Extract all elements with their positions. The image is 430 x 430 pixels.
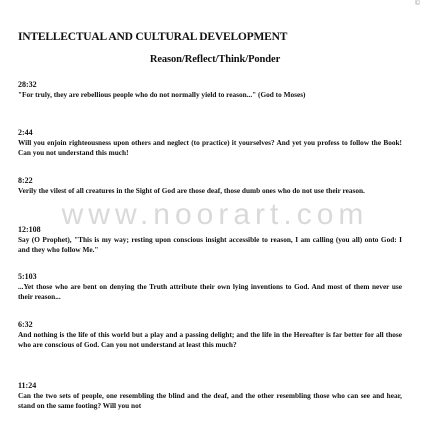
- verse-reference: 11:24: [18, 381, 37, 390]
- verse-entry: [18, 80, 402, 100]
- watermark-text: www.noorart.com: [61, 198, 369, 231]
- page-title: INTELLECTUAL AND CULTURAL DEVELOPMENT: [18, 31, 288, 43]
- verse-entry: [18, 176, 402, 196]
- verse-text: Will you enjoin righteousness upon others and neglect (to practice) it yourselves? And yet you profess to follow the Book! Can you not understand this much!: [18, 138, 402, 157]
- verse-text: And nothing is the life of this world but a play and a passing delight; and the life in the Hereafter is far better for all those who are conscious of God. Can you not understand at least this much?: [18, 330, 402, 349]
- verse-reference: 12:108: [18, 225, 41, 234]
- verse-text: Verily the vilest of all creatures in the Sight of God are those deaf, those dumb ones who do not use their reason.: [18, 186, 365, 195]
- verse-reference: 28:32: [18, 80, 37, 89]
- verse-entry: [18, 272, 402, 301]
- corner-mark: ©: [414, 0, 420, 7]
- verse-text: "For truly, they are rebellious people who do not normally yield to reason..." (God to Moses): [18, 90, 306, 99]
- verse-text: Can the two sets of people, one resembling the blind and the deaf, and the other resembling those who can see and hear, stand on the same footing? Will you not: [18, 391, 402, 410]
- verse-entry: [18, 320, 402, 349]
- verse-reference: 6:32: [18, 320, 33, 329]
- verse-reference: 8:22: [18, 176, 33, 185]
- verse-entry: [18, 381, 402, 410]
- verse-text: Say (O Prophet), "This is my way; resting upon conscious insight accessible to reason, I am calling (you all) onto God: I and they who follow Me.": [18, 235, 402, 254]
- verse-reference: 2:44: [18, 128, 33, 137]
- page-subtitle: Reason/Reflect/Think/Ponder: [149, 54, 281, 65]
- verse-entry: [18, 128, 402, 157]
- verse-reference: 5:103: [18, 272, 37, 281]
- verse-text: ...Yet those who are bent on denying the Truth attribute their own lying inventions to God. And most of them never use their reason...: [18, 282, 402, 301]
